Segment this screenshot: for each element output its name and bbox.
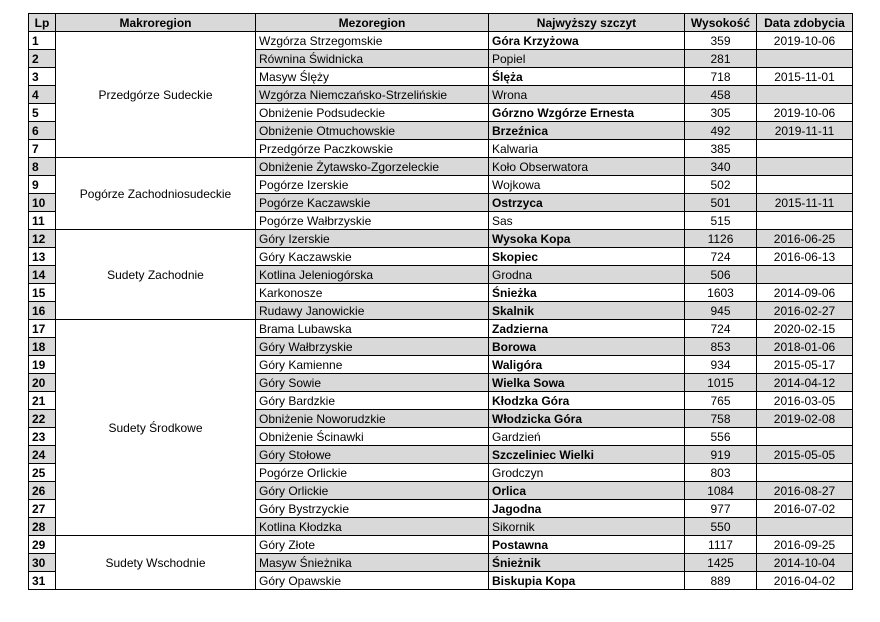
cell-peak: Ostrzyca (489, 194, 685, 212)
cell-lp: 30 (29, 554, 56, 572)
cell-lp: 24 (29, 446, 56, 464)
cell-height: 458 (685, 86, 757, 104)
cell-height: 765 (685, 392, 757, 410)
cell-height: 724 (685, 320, 757, 338)
cell-peak: Szczeliniec Wielki (489, 446, 685, 464)
table-header-row (29, 14, 853, 32)
cell-peak: Wojkowa (489, 176, 685, 194)
cell-height: 502 (685, 176, 757, 194)
header-makroregion: Makroregion (56, 14, 256, 32)
cell-lp: 17 (29, 320, 56, 338)
cell-date: 2016-08-27 (757, 482, 853, 500)
cell-lp: 31 (29, 572, 56, 590)
cell-height: 340 (685, 158, 757, 176)
cell-mezoregion: Obniżenie Podsudeckie (256, 104, 489, 122)
table-row (29, 158, 853, 176)
cell-date (757, 266, 853, 284)
cell-date: 2016-03-05 (757, 392, 853, 410)
cell-peak: Górzno Wzgórze Ernesta (489, 104, 685, 122)
cell-date (757, 140, 853, 158)
cell-height: 1117 (685, 536, 757, 554)
cell-lp: 8 (29, 158, 56, 176)
cell-lp: 16 (29, 302, 56, 320)
cell-peak: Sas (489, 212, 685, 230)
cell-peak: Brzeźnica (489, 122, 685, 140)
cell-mezoregion: Obniżenie Otmuchowskie (256, 122, 489, 140)
cell-mezoregion: Karkonosze (256, 284, 489, 302)
cell-date (757, 158, 853, 176)
table-row (29, 536, 853, 554)
cell-height: 550 (685, 518, 757, 536)
cell-peak: Wrona (489, 86, 685, 104)
cell-peak: Zadzierna (489, 320, 685, 338)
cell-mezoregion: Góry Sowie (256, 374, 489, 392)
cell-date: 2016-02-27 (757, 302, 853, 320)
cell-height: 1084 (685, 482, 757, 500)
cell-height: 724 (685, 248, 757, 266)
cell-mezoregion: Równina Świdnicka (256, 50, 489, 68)
cell-mezoregion: Góry Orlickie (256, 482, 489, 500)
cell-lp: 13 (29, 248, 56, 266)
cell-date: 2015-11-11 (757, 194, 853, 212)
cell-peak: Ślęża (489, 68, 685, 86)
cell-date (757, 212, 853, 230)
cell-lp: 11 (29, 212, 56, 230)
cell-mezoregion: Góry Kaczawskie (256, 248, 489, 266)
cell-height: 506 (685, 266, 757, 284)
cell-peak: Biskupia Kopa (489, 572, 685, 590)
cell-date: 2019-11-11 (757, 122, 853, 140)
cell-height: 556 (685, 428, 757, 446)
cell-peak: Koło Obserwatora (489, 158, 685, 176)
cell-date: 2019-10-06 (757, 104, 853, 122)
cell-date (757, 428, 853, 446)
cell-height: 977 (685, 500, 757, 518)
cell-peak: Popiel (489, 50, 685, 68)
cell-makroregion: Przedgórze Sudeckie (56, 32, 256, 158)
cell-mezoregion: Góry Złote (256, 536, 489, 554)
cell-peak: Śnieżnik (489, 554, 685, 572)
cell-peak: Skalnik (489, 302, 685, 320)
cell-mezoregion: Pogórze Kaczawskie (256, 194, 489, 212)
cell-date: 2015-11-01 (757, 68, 853, 86)
header-height: Wysokość (685, 14, 757, 32)
cell-height: 758 (685, 410, 757, 428)
cell-lp: 1 (29, 32, 56, 50)
peaks-table (28, 13, 853, 590)
cell-mezoregion: Rudawy Janowickie (256, 302, 489, 320)
cell-height: 803 (685, 464, 757, 482)
cell-peak: Grodna (489, 266, 685, 284)
cell-lp: 9 (29, 176, 56, 194)
cell-height: 359 (685, 32, 757, 50)
cell-date (757, 464, 853, 482)
cell-mezoregion: Kotlina Kłodzka (256, 518, 489, 536)
cell-lp: 23 (29, 428, 56, 446)
cell-mezoregion: Brama Lubawska (256, 320, 489, 338)
cell-height: 934 (685, 356, 757, 374)
cell-lp: 29 (29, 536, 56, 554)
cell-date: 2016-04-02 (757, 572, 853, 590)
cell-peak: Wielka Sowa (489, 374, 685, 392)
cell-lp: 12 (29, 230, 56, 248)
cell-height: 501 (685, 194, 757, 212)
cell-lp: 26 (29, 482, 56, 500)
header-lp: Lp (29, 14, 56, 32)
cell-height: 305 (685, 104, 757, 122)
header-mezoregion: Mezoregion (256, 14, 489, 32)
cell-lp: 21 (29, 392, 56, 410)
cell-date: 2020-02-15 (757, 320, 853, 338)
cell-mezoregion: Kotlina Jeleniogórska (256, 266, 489, 284)
cell-date (757, 86, 853, 104)
cell-peak: Włodzicka Góra (489, 410, 685, 428)
cell-lp: 2 (29, 50, 56, 68)
cell-peak: Śnieżka (489, 284, 685, 302)
cell-height: 385 (685, 140, 757, 158)
cell-lp: 5 (29, 104, 56, 122)
cell-peak: Góra Krzyżowa (489, 32, 685, 50)
cell-peak: Postawna (489, 536, 685, 554)
cell-makroregion: Pogórze Zachodniosudeckie (56, 158, 256, 230)
table-body (29, 32, 853, 590)
cell-height: 1126 (685, 230, 757, 248)
cell-makroregion: Sudety Środkowe (56, 320, 256, 536)
cell-date: 2016-06-25 (757, 230, 853, 248)
cell-lp: 27 (29, 500, 56, 518)
cell-height: 492 (685, 122, 757, 140)
cell-height: 1425 (685, 554, 757, 572)
cell-lp: 7 (29, 140, 56, 158)
cell-lp: 3 (29, 68, 56, 86)
cell-mezoregion: Góry Bystrzyckie (256, 500, 489, 518)
cell-lp: 25 (29, 464, 56, 482)
cell-mezoregion: Obniżenie Żytawsko-Zgorzeleckie (256, 158, 489, 176)
cell-peak: Orlica (489, 482, 685, 500)
cell-mezoregion: Góry Opawskie (256, 572, 489, 590)
cell-peak: Grodczyn (489, 464, 685, 482)
cell-date: 2015-05-17 (757, 356, 853, 374)
cell-lp: 10 (29, 194, 56, 212)
cell-lp: 19 (29, 356, 56, 374)
cell-date: 2019-02-08 (757, 410, 853, 428)
cell-date: 2016-09-25 (757, 536, 853, 554)
cell-date: 2018-01-06 (757, 338, 853, 356)
cell-height: 718 (685, 68, 757, 86)
cell-mezoregion: Góry Wałbrzyskie (256, 338, 489, 356)
cell-makroregion: Sudety Zachodnie (56, 230, 256, 320)
cell-mezoregion: Pogórze Orlickie (256, 464, 489, 482)
cell-mezoregion: Masyw Ślęży (256, 68, 489, 86)
cell-peak: Kalwaria (489, 140, 685, 158)
cell-mezoregion: Góry Bardzkie (256, 392, 489, 410)
cell-height: 1015 (685, 374, 757, 392)
cell-date (757, 518, 853, 536)
cell-mezoregion: Pogórze Izerskie (256, 176, 489, 194)
cell-mezoregion: Góry Stołowe (256, 446, 489, 464)
cell-mezoregion: Obniżenie Noworudzkie (256, 410, 489, 428)
cell-lp: 15 (29, 284, 56, 302)
cell-height: 945 (685, 302, 757, 320)
cell-height: 281 (685, 50, 757, 68)
cell-mezoregion: Wzgórza Niemczańsko-Strzelińskie (256, 86, 489, 104)
cell-peak: Wysoka Kopa (489, 230, 685, 248)
cell-lp: 14 (29, 266, 56, 284)
cell-lp: 20 (29, 374, 56, 392)
cell-date: 2015-05-05 (757, 446, 853, 464)
cell-date: 2014-04-12 (757, 374, 853, 392)
cell-date (757, 176, 853, 194)
cell-mezoregion: Przedgórze Paczkowskie (256, 140, 489, 158)
cell-mezoregion: Masyw Śnieżnika (256, 554, 489, 572)
cell-peak: Jagodna (489, 500, 685, 518)
table-row (29, 230, 853, 248)
header-date: Data zdobycia (757, 14, 853, 32)
cell-date: 2019-10-06 (757, 32, 853, 50)
header-peak: Najwyższy szczyt (489, 14, 685, 32)
cell-mezoregion: Pogórze Wałbrzyskie (256, 212, 489, 230)
cell-lp: 22 (29, 410, 56, 428)
cell-peak: Waligóra (489, 356, 685, 374)
cell-height: 919 (685, 446, 757, 464)
cell-peak: Borowa (489, 338, 685, 356)
cell-date: 2014-09-06 (757, 284, 853, 302)
cell-peak: Sikornik (489, 518, 685, 536)
cell-date: 2016-07-02 (757, 500, 853, 518)
cell-mezoregion: Góry Izerskie (256, 230, 489, 248)
cell-date: 2016-06-13 (757, 248, 853, 266)
cell-height: 1603 (685, 284, 757, 302)
cell-lp: 18 (29, 338, 56, 356)
table-row (29, 32, 853, 50)
cell-height: 889 (685, 572, 757, 590)
cell-date: 2014-10-04 (757, 554, 853, 572)
cell-lp: 6 (29, 122, 56, 140)
cell-lp: 28 (29, 518, 56, 536)
cell-peak: Kłodzka Góra (489, 392, 685, 410)
table-row (29, 320, 853, 338)
cell-height: 515 (685, 212, 757, 230)
cell-date (757, 50, 853, 68)
cell-mezoregion: Góry Kamienne (256, 356, 489, 374)
cell-makroregion: Sudety Wschodnie (56, 536, 256, 590)
cell-mezoregion: Obniżenie Ścinawki (256, 428, 489, 446)
cell-peak: Skopiec (489, 248, 685, 266)
cell-lp: 4 (29, 86, 56, 104)
cell-mezoregion: Wzgórza Strzegomskie (256, 32, 489, 50)
cell-peak: Gardzień (489, 428, 685, 446)
cell-height: 853 (685, 338, 757, 356)
